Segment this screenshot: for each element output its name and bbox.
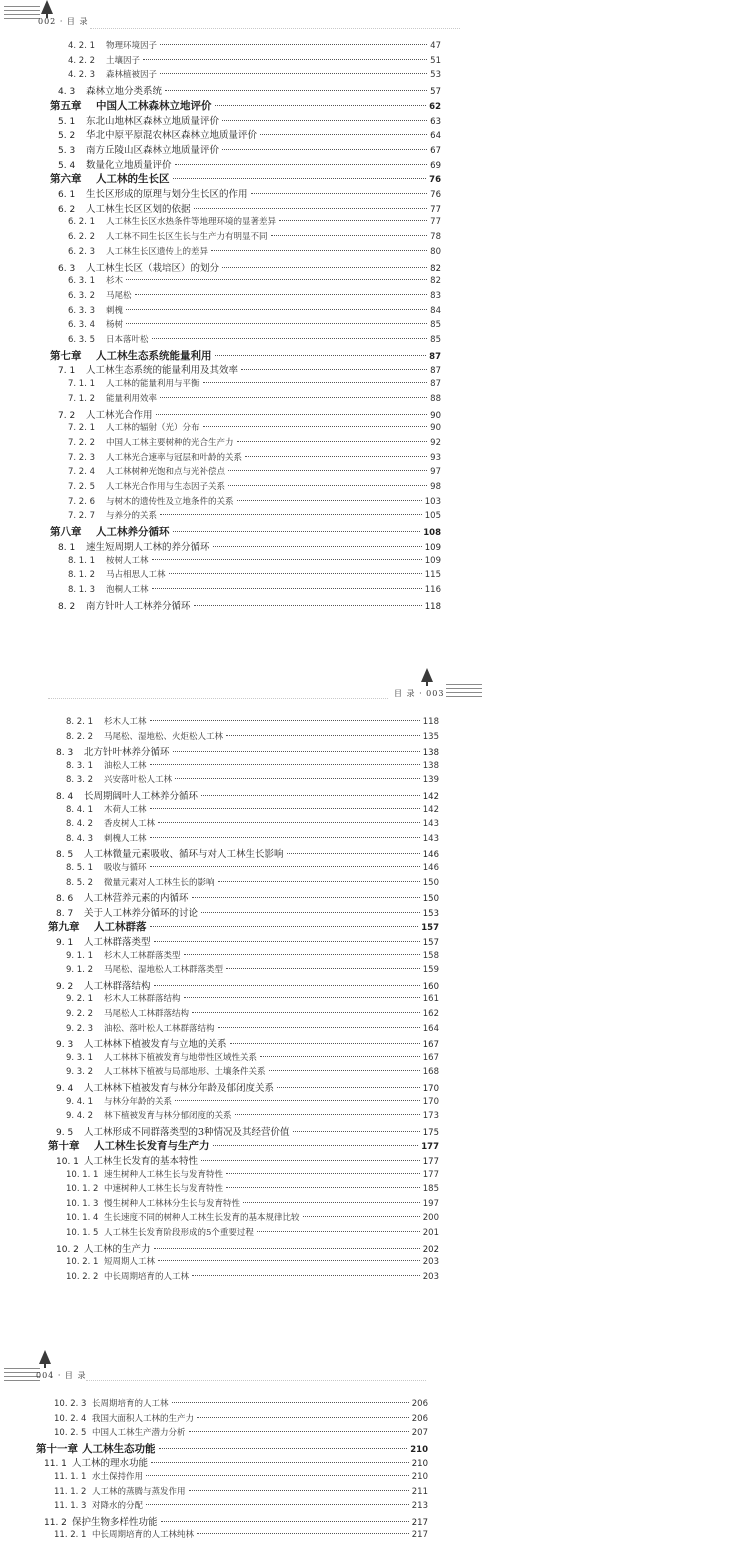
toc-entry-title: 人工林的生产力 — [84, 1243, 151, 1255]
toc-entry-title: 人工林生态系统的能量利用及其效率 — [86, 365, 239, 377]
toc-entry-title: 马尾松、湿地松人工林群落类型 — [104, 965, 224, 976]
toc-entry-number: 8. 5 — [56, 850, 74, 861]
toc-entry-title: 油松人工林 — [104, 760, 147, 771]
toc-entry-number: 8. 1 — [58, 542, 76, 553]
toc-entry-title: 油松、落叶松人工林群落结构 — [104, 1023, 215, 1034]
toc-entry-number: 第九章 — [48, 921, 80, 934]
toc-entry-title: 马尾松 — [106, 290, 132, 301]
toc-entry-title: 人工林的能量利用与平衡 — [106, 379, 200, 390]
dot-leader — [197, 1533, 409, 1534]
toc-entry-page: 90 — [430, 423, 441, 434]
toc-entry-number: 8. 1. 3 — [68, 584, 96, 595]
toc-entry-page: 115 — [424, 570, 441, 581]
toc-entry-title: 能量利用效率 — [106, 393, 158, 404]
toc-entry-page: 157 — [422, 938, 439, 948]
toc-entry-page: 118 — [422, 717, 439, 727]
toc-entry-title: 马占相思人工林 — [106, 570, 166, 581]
toc-entry-page: 160 — [422, 981, 439, 992]
toc-entry-page: 78 — [430, 232, 441, 243]
toc-entry-number: 11. 1. 1 — [54, 1472, 87, 1482]
toc-entry-title: 与养分的关系 — [106, 511, 158, 522]
toc-entry-number: 8. 4. 2 — [66, 819, 94, 830]
toc-entry-number: 11. 2. 1 — [54, 1530, 87, 1541]
toc-entry-page: 87 — [429, 351, 441, 362]
toc-entry-title: 中国人工林生产潜力分析 — [92, 1428, 186, 1439]
toc-entry-title: 生长速度不同的树种人工林生长发育的基本规律比较 — [104, 1213, 300, 1224]
toc-entry-page: 167 — [422, 1052, 439, 1063]
toc-entry-title: 长周期培育的人工林 — [92, 1399, 169, 1409]
toc-entry-number: 9. 1. 2 — [66, 965, 94, 976]
toc-entry-title: 人工林林下植被发育与立地的关系 — [84, 1039, 227, 1051]
toc-entry-page: 87 — [430, 366, 441, 377]
toc-entry-number: 8. 3. 2 — [66, 775, 94, 786]
toc-entry-page: 51 — [430, 55, 441, 66]
toc-entry-number: 9. 2. 3 — [66, 1023, 94, 1034]
toc-entry-number: 4. 3 — [58, 87, 76, 98]
toc-entry-number: 10. 2. 3 — [54, 1399, 87, 1409]
toc-entry-number: 8. 1. 1 — [68, 555, 96, 566]
toc-entry-title: 速生短周期人工林的养分循环 — [86, 541, 210, 553]
toc-entry-title: 森林立地分类系统 — [86, 86, 163, 98]
toc-subsection-entry[interactable] — [54, 1397, 428, 1409]
toc-subsection-entry[interactable] — [54, 1485, 428, 1497]
toc-entry-number: 10. 2. 1 — [66, 1257, 99, 1268]
toc-entry-title: 人工林微量元素吸收、循环与对人工林生长影响 — [84, 849, 284, 861]
toc-entry-title: 木荷人工林 — [104, 804, 147, 815]
toc-entry-number: 6. 3 — [58, 263, 76, 274]
toc-entry-number: 6. 3. 2 — [68, 290, 96, 301]
toc-entry-title: 慢生树种人工林林分生长与发育特性 — [104, 1198, 241, 1209]
toc-entry-page: 77 — [430, 217, 441, 228]
dot-leader — [159, 1448, 408, 1449]
toc-entry-number: 6. 3. 5 — [68, 335, 96, 345]
toc-entry-page: 170 — [422, 1084, 439, 1094]
toc-entry-page: 80 — [430, 246, 441, 257]
toc-entry-number: 6. 2. 1 — [68, 217, 96, 228]
toc-entry-number: 8. 1. 2 — [68, 570, 96, 581]
toc-entry-title: 杉木人工林群落类型 — [104, 950, 181, 961]
toc-entry-number: 8. 2. 2 — [66, 731, 94, 742]
toc-entry-title: 人工林群落类型 — [84, 937, 151, 948]
toc-entry-page: 118 — [424, 601, 441, 612]
toc-subsection-entry[interactable] — [54, 1499, 428, 1511]
toc-chapter-entry[interactable] — [36, 1441, 428, 1456]
toc-entry-number: 9. 5 — [56, 1127, 74, 1138]
toc-entry-title: 与树木的遗传性及立地条件的关系 — [106, 496, 234, 507]
toc-entry-title: 马尾松人工林群落结构 — [104, 1009, 190, 1019]
toc-entry-number: 8. 3 — [56, 748, 74, 759]
toc-entry-number: 8. 4. 1 — [66, 804, 94, 815]
toc-entry-page: 67 — [430, 145, 441, 156]
toc-entry-number: 9. 4 — [56, 1084, 74, 1094]
toc-entry-page: 109 — [424, 542, 441, 553]
toc-entry-number: 8. 7 — [56, 908, 74, 919]
toc-entry-page: 64 — [430, 131, 441, 142]
toc-entry-page: 76 — [429, 175, 441, 186]
toc-entry-number: 9. 2. 1 — [66, 994, 94, 1005]
toc-entry-title: 土壤因子 — [106, 55, 141, 66]
toc-entry-title: 香皮树人工林 — [104, 819, 156, 830]
toc-entry-page: 202 — [422, 1244, 439, 1255]
toc-entry-page: 173 — [422, 1111, 439, 1122]
toc-entry-title: 森林植被因子 — [106, 70, 158, 81]
toc-entry-page: 197 — [422, 1198, 439, 1209]
toc-entry-number: 7. 2. 6 — [68, 496, 96, 507]
toc-entry-page: 201 — [422, 1228, 439, 1238]
toc-entry-number: 10. 1 — [56, 1157, 79, 1167]
toc-entry-title: 杉木 — [106, 276, 124, 287]
toc-entry-page: 159 — [422, 965, 439, 976]
toc-entry-title: 人工林林下植被与局部地形、土壤条件关系 — [104, 1067, 266, 1078]
toc-entry-title: 微量元素对人工林生长的影响 — [104, 877, 215, 888]
toc-entry-title: 长周期阔叶人工林养分循环 — [84, 791, 199, 802]
toc-entry-number: 第七章 — [50, 349, 82, 362]
header-page-label: 002 · 目 录 — [38, 17, 89, 26]
toc-entry-title: 桉树人工林 — [106, 555, 149, 566]
toc-entry-page: 82 — [430, 276, 441, 287]
toc-entry-title: 人工林生长区水热条件等地理环境的显著差异 — [106, 217, 277, 228]
toc-entry-page: 83 — [430, 290, 441, 301]
tree-icon — [38, 1350, 52, 1368]
toc-entry-number: 11. 1. 3 — [54, 1501, 87, 1512]
toc-entry-page: 146 — [422, 863, 439, 873]
toc-entry-number: 8. 5. 2 — [66, 877, 94, 888]
toc-entry-title: 人工林群落结构 — [84, 980, 151, 992]
toc-entry-number: 9. 2 — [56, 981, 74, 992]
dot-leader — [197, 1417, 409, 1418]
dot-leader — [172, 1402, 409, 1403]
toc-entry-page: 76 — [430, 190, 441, 200]
toc-subsection-entry[interactable] — [54, 1470, 428, 1482]
toc-entry-title: 人工林生长发育的基本特性 — [84, 1156, 199, 1167]
toc-entry-page: 175 — [422, 1127, 439, 1138]
toc-entry-page: 92 — [430, 437, 441, 448]
toc-entry-number: 6. 2 — [58, 204, 76, 215]
dot-leader — [146, 1504, 409, 1505]
toc-entry-page: 157 — [421, 923, 439, 934]
toc-entry-page: 150 — [422, 894, 439, 905]
toc-section-entry[interactable] — [44, 1514, 428, 1528]
toc-entry-page: 105 — [424, 511, 441, 522]
toc-entry-page: 57 — [430, 87, 441, 98]
toc-entry-page: 177 — [421, 1142, 439, 1153]
toc-entry-title: 人工林光合速率与冠层和叶龄的关系 — [106, 452, 243, 463]
toc-entry-page: 135 — [422, 731, 439, 742]
toc-entry-page: 63 — [430, 116, 441, 127]
toc-entry-number: 10. 2. 5 — [54, 1428, 87, 1439]
toc-entry-page: 206 — [411, 1399, 428, 1409]
dot-leader — [151, 1462, 409, 1463]
toc-entry-number: 8. 2. 1 — [66, 717, 94, 727]
toc-entry-number: 7. 2. 5 — [68, 482, 96, 492]
toc-entry-number: 8. 2 — [58, 601, 76, 612]
toc-entry-title: 中速树种人工林生长与发育特性 — [104, 1184, 224, 1195]
toc-entry-title: 人工林的理水功能 — [72, 1458, 149, 1470]
toc-entry-number: 7. 2 — [58, 410, 76, 421]
toc-entry-title: 关于人工林养分循环的讨论 — [84, 907, 199, 919]
toc-entry-page: 153 — [422, 908, 439, 919]
toc-entry-number: 7. 1 — [58, 366, 76, 377]
toc-entry-page: 138 — [422, 760, 439, 771]
header-rule-lines — [4, 1368, 40, 1384]
toc-entry-number: 7. 1. 1 — [68, 379, 96, 390]
toc-entry-title: 刺槐 — [106, 305, 124, 316]
toc-entry-page: 143 — [422, 819, 439, 830]
toc-entry-title: 人工林树种光饱和点与光补偿点 — [106, 467, 226, 478]
toc-entry-number: 11. 1 — [44, 1459, 67, 1470]
toc-entry-title: 南方丘陵山区森林立地质量评价 — [86, 144, 220, 156]
toc-entry-title: 刺槐人工林 — [104, 833, 147, 844]
toc-entry-number: 6. 3. 4 — [68, 320, 96, 331]
toc-entry-number: 11. 2 — [44, 1517, 67, 1528]
toc-entry-title: 人工林形成不同群落类型的3种情况及其经营价值 — [84, 1126, 290, 1138]
toc-entry-number: 10. 2 — [56, 1244, 79, 1255]
toc-entry-title: 林下植被发育与林分郁闭度的关系 — [104, 1111, 232, 1122]
toc-entry-title: 杨树 — [106, 320, 124, 331]
toc-entry-number: 9. 1 — [56, 938, 74, 948]
toc-entry-number: 7. 2. 3 — [68, 452, 96, 463]
toc-entry-page: 142 — [422, 804, 439, 815]
toc-entry-page: 108 — [423, 528, 441, 539]
toc-entry-title: 人工林生长区区划的依据 — [86, 203, 191, 215]
toc-entry-number: 8. 5. 1 — [66, 863, 94, 873]
toc-entry-number: 8. 4. 3 — [66, 833, 94, 844]
toc-entry-page: 210 — [410, 1444, 428, 1455]
toc-entry-number: 10. 1. 2 — [66, 1184, 99, 1195]
toc-entry-page: 146 — [422, 850, 439, 861]
toc-subsection-entry[interactable] — [54, 1412, 428, 1424]
toc-entry-page: 69 — [430, 160, 441, 171]
toc-entry-number: 6. 3. 3 — [68, 305, 96, 316]
toc-entry-title: 人工林的辐射（光）分布 — [106, 423, 200, 434]
toc-entry-number: 5. 4 — [58, 160, 76, 171]
toc-entry-page: 211 — [411, 1486, 428, 1497]
toc-entry-title: 吸收与循环 — [104, 863, 147, 873]
toc-entry-number: 5. 3 — [58, 145, 76, 156]
toc-entry-number: 10. 1. 4 — [66, 1213, 99, 1224]
toc-entry-title: 南方针叶人工林养分循环 — [86, 600, 191, 612]
toc-entry-page: 139 — [422, 775, 439, 786]
toc-entry-page: 103 — [424, 496, 441, 507]
toc-entry-title: 水土保持作用 — [92, 1472, 144, 1482]
toc-entry-number: 第八章 — [50, 526, 82, 539]
toc-entry-number: 8. 6 — [56, 894, 74, 905]
toc-entry-number: 4. 2. 1 — [68, 41, 96, 51]
toc-entry-title: 人工林生长区（栽培区）的划分 — [86, 262, 220, 274]
toc-entry-number: 9. 4. 2 — [66, 1111, 94, 1122]
toc-entry-title: 生长区形成的原理与划分生长区的作用 — [86, 189, 248, 200]
toc-entry-title: 中国人工林主要树种的光合生产力 — [106, 437, 234, 448]
toc-entry-page: 217 — [411, 1517, 428, 1528]
toc-entry-title: 杉木人工林群落结构 — [104, 994, 181, 1005]
toc-entry-title: 人工林生长区遗传上的差异 — [106, 246, 209, 257]
toc-entry-number: 第十章 — [48, 1140, 80, 1153]
toc-entry-title: 东北山地林区森林立地质量评价 — [86, 115, 220, 127]
toc-entry-title: 人工林不同生长区生长与生产力有明显不同 — [106, 232, 268, 243]
toc-entry-title: 我国大面积人工林的生产力 — [92, 1413, 195, 1424]
dot-leader — [189, 1490, 409, 1491]
toc-entry-number: 7. 2. 1 — [68, 423, 96, 434]
toc-subsection-entry[interactable] — [54, 1528, 428, 1540]
toc-entry-page: 82 — [430, 263, 441, 274]
toc-entry-page: 143 — [422, 833, 439, 844]
header-page-label: 目 录 · 003 — [394, 689, 445, 698]
toc-entry-number: 9. 4. 1 — [66, 1096, 94, 1107]
toc-entry-number: 6. 3. 1 — [68, 276, 96, 287]
toc-entry-number: 8. 4 — [56, 792, 74, 802]
toc-entry-page: 142 — [422, 792, 439, 802]
toc-entry-number: 9. 2. 2 — [66, 1009, 94, 1019]
toc-entry-title: 人工林生态功能 — [82, 1442, 156, 1455]
toc-entry-page: 150 — [422, 877, 439, 888]
toc-entry-title: 数量化立地质量评价 — [86, 159, 172, 171]
toc-subsection-entry[interactable] — [54, 1426, 428, 1438]
toc-entry-page: 93 — [430, 452, 441, 463]
toc-entry-title: 速生树种人工林生长与发育特性 — [104, 1169, 224, 1180]
toc-section-entry[interactable] — [44, 1455, 428, 1469]
toc-entry-page: 185 — [422, 1184, 439, 1195]
toc-entry-number: 10. 1. 5 — [66, 1228, 99, 1238]
toc-entry-page: 164 — [422, 1023, 439, 1034]
toc-entry-title: 中长周期培育的人工林 — [104, 1271, 190, 1282]
toc-entry-page: 97 — [430, 467, 441, 478]
toc-entry-number: 5. 2 — [58, 131, 76, 142]
toc-entry-title: 日本落叶松 — [106, 335, 149, 345]
toc-entry-number: 6. 2. 3 — [68, 246, 96, 257]
toc-entry-number: 10. 1. 1 — [66, 1169, 99, 1180]
toc-entry-page: 138 — [422, 748, 439, 759]
toc-entry-page: 98 — [430, 482, 441, 492]
toc-entry-page: 88 — [430, 393, 441, 404]
toc-entry-title: 人工林生长发育与生产力 — [94, 1140, 210, 1153]
header-page-label: 004 · 目 录 — [36, 1371, 87, 1380]
dot-leader — [161, 1521, 409, 1522]
toc-entry-title: 人工林的蒸腾与蒸发作用 — [92, 1486, 186, 1497]
toc-entry-title: 人工林养分循环 — [96, 526, 170, 539]
toc-entry-page: 90 — [430, 410, 441, 421]
toc-entry-page: 203 — [422, 1271, 439, 1282]
toc-entry-page: 200 — [422, 1213, 439, 1224]
toc-entry-page: 217 — [411, 1530, 428, 1541]
toc-entry-number: 9. 3. 1 — [66, 1052, 94, 1063]
toc-entry-number: 10. 2. 2 — [66, 1271, 99, 1282]
toc-entry-page: 167 — [422, 1040, 439, 1051]
toc-entry-number: 11. 1. 2 — [54, 1486, 87, 1497]
toc-entry-title: 人工林营养元素的内循环 — [84, 893, 189, 905]
dot-leader — [189, 1431, 409, 1432]
toc-entry-page: 47 — [430, 41, 441, 51]
toc-entry-number: 9. 3 — [56, 1040, 74, 1051]
toc-entry-title: 对降水的分配 — [92, 1501, 144, 1512]
toc-entry-page: 203 — [422, 1257, 439, 1268]
toc-entry-page: 210 — [411, 1472, 428, 1482]
toc-entry-number: 第十一章 — [36, 1442, 78, 1455]
toc-entry-title: 中长周期培育的人工林纯林 — [92, 1530, 195, 1541]
toc-entry-title: 马尾松、湿地松、火炬松人工林 — [104, 731, 224, 742]
toc-entry-number: 4. 2. 2 — [68, 55, 96, 66]
toc-entry-page: 170 — [422, 1096, 439, 1107]
toc-entry-page: 158 — [422, 950, 439, 961]
toc-entry-title: 人工林光合作用与生态因子关系 — [106, 482, 226, 492]
toc-entry-number: 9. 1. 1 — [66, 950, 94, 961]
toc-entry-title: 短周期人工林 — [104, 1257, 156, 1268]
toc-entry-number: 10. 2. 4 — [54, 1413, 87, 1424]
toc-entry-number: 9. 3. 2 — [66, 1067, 94, 1078]
toc-entry-number: 第六章 — [50, 173, 82, 186]
toc-entry-title: 人工林林下植被发育与地带性区域性关系 — [104, 1052, 258, 1063]
toc-entry-page: 161 — [422, 994, 439, 1005]
toc-entry-title: 与林分年龄的关系 — [104, 1096, 173, 1107]
toc-entry-title: 北方针叶林养分循环 — [84, 747, 170, 759]
toc-entry-title: 人工林的生长区 — [96, 173, 170, 186]
toc-entry-number: 6. 2. 2 — [68, 232, 96, 243]
toc-entry-title: 保护生物多样性功能 — [72, 1516, 158, 1528]
toc-entry-page: 210 — [411, 1459, 428, 1470]
toc-entry-title: 物理环境因子 — [106, 41, 158, 51]
toc-entry-page: 213 — [411, 1501, 428, 1512]
dot-leader — [146, 1475, 409, 1476]
toc-entry-title: 人工林生长发育阶段形成的5个重要过程 — [104, 1228, 254, 1238]
toc-entry-title: 人工林群落 — [94, 921, 147, 934]
toc-entry-page: 116 — [424, 584, 441, 595]
toc-entry-page: 77 — [430, 204, 441, 215]
toc-entry-title: 华北中原平原混农林区森林立地质量评价 — [86, 130, 258, 142]
toc-entry-number: 7. 1. 2 — [68, 393, 96, 404]
toc-entry-title: 泡桐人工林 — [106, 584, 149, 595]
toc-entry-title: 人工林生态系统能量利用 — [96, 349, 212, 362]
toc-entry-number: 8. 3. 1 — [66, 760, 94, 771]
toc-entry-page: 168 — [422, 1067, 439, 1078]
toc-entry-number: 4. 2. 3 — [68, 70, 96, 81]
header-dotted-rule — [86, 1380, 426, 1381]
toc-entry-number: 7. 2. 2 — [68, 437, 96, 448]
toc-entry-title: 中国人工林森林立地评价 — [96, 99, 212, 112]
toc-entry-page: 84 — [430, 305, 441, 316]
toc-entry-page: 85 — [430, 335, 441, 345]
toc-entry-page: 53 — [430, 70, 441, 81]
toc-entry-number: 6. 1 — [58, 190, 76, 200]
toc-entry-number: 7. 2. 7 — [68, 511, 96, 522]
toc-entry-page: 85 — [430, 320, 441, 331]
page-header-004 — [0, 1348, 750, 1388]
toc-entry-number: 第五章 — [50, 99, 82, 112]
toc-entry-page: 207 — [411, 1428, 428, 1439]
toc-entry-page: 87 — [430, 379, 441, 390]
toc-entry-title: 人工林林下植被发育与林分年龄及郁闭度关系 — [84, 1083, 275, 1094]
toc-entry-number: 10. 1. 3 — [66, 1198, 99, 1209]
toc-entry-number: 5. 1 — [58, 116, 76, 127]
toc-entry-page: 177 — [422, 1157, 439, 1167]
toc-entry-page: 162 — [422, 1009, 439, 1019]
toc-entry-title: 人工林光合作用 — [86, 409, 153, 421]
toc-entry-title: 杉木人工林 — [104, 717, 147, 727]
toc-entry-page: 177 — [422, 1169, 439, 1180]
toc-entry-title: 兴安落叶松人工林 — [104, 775, 173, 786]
toc-entry-number: 7. 2. 4 — [68, 467, 96, 478]
toc-entry-page: 206 — [411, 1413, 428, 1424]
toc-entry-page: 62 — [429, 101, 441, 112]
toc-entry-page: 109 — [424, 555, 441, 566]
